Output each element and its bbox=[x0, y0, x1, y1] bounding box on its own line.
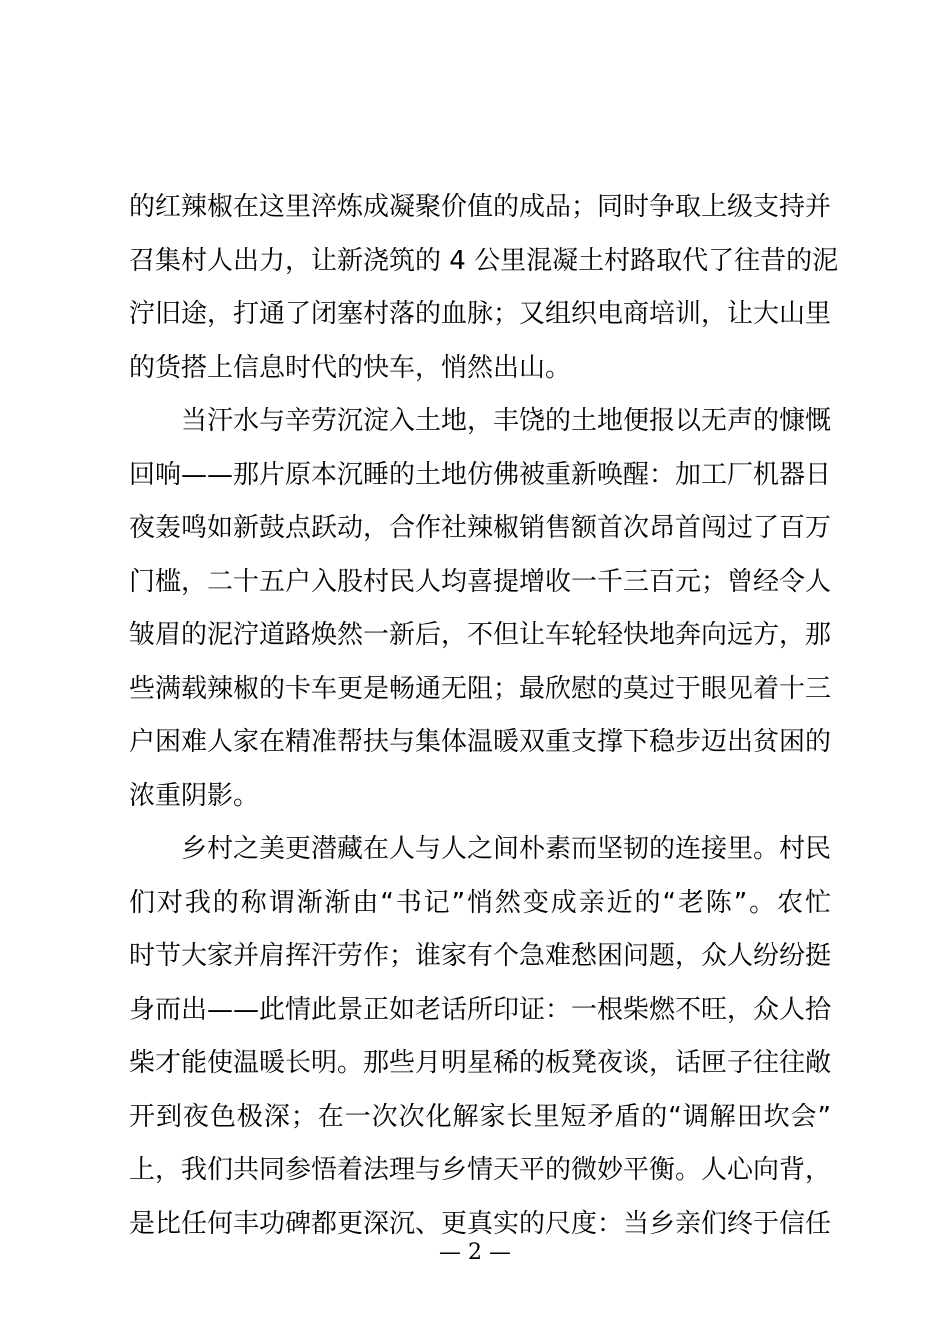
text-line: 些满载辣椒的卡车更是畅通无阻；最欣慰的莫过于眼见着十三 bbox=[129, 673, 832, 704]
text-line: 皱眉的泥泞道路焕然一新后，不但让车轮轻快地奔向远方，那 bbox=[129, 620, 832, 650]
text-line: 的货搭上信息时代的快车，悄然出山。 bbox=[129, 352, 572, 383]
text-line: 们对我的称谓渐渐由“书记”悄然变成亲近的“老陈”。农忙 bbox=[129, 887, 831, 918]
text-line: 上，我们共同参悟着法理与乡情天平的微妙平衡。人心向背， bbox=[129, 1155, 832, 1185]
paragraph-first-line: 乡村之美更潜藏在人与人之间朴素而坚韧的连接里。村民 bbox=[181, 834, 832, 864]
text-line: 开到夜色极深；在一次次化解家长里短矛盾的“调解田坎会” bbox=[129, 1101, 831, 1132]
text-line: 是比任何丰功碑都更深沉、更真实的尺度：当乡亲们终于信任 bbox=[129, 1208, 832, 1239]
document-body bbox=[129, 181, 839, 1251]
text-line: 召集村人出力，让新浇筑的 4 公里混凝土村路取代了往昔的泥 bbox=[129, 245, 839, 276]
text-line: 泞旧途，打通了闭塞村落的血脉；又组织电商培训，让大山里 bbox=[129, 299, 832, 329]
text-line: 夜轰鸣如新鼓点跃动，合作社辣椒销售额首次昂首闯过了百万 bbox=[129, 513, 832, 543]
text-line: 户困难人家在精准帮扶与集体温暖双重支撑下稳步迈出贫困的 bbox=[129, 727, 832, 757]
text-line: 的红辣椒在这里淬炼成凝聚价值的成品；同时争取上级支持并 bbox=[129, 192, 832, 222]
text-line: 身而出——此情此景正如老话所印证：一根柴燃不旺，众人拾 bbox=[129, 994, 832, 1025]
text-line: 浓重阴影。 bbox=[129, 780, 260, 811]
page-number: — 2 — bbox=[439, 1240, 511, 1265]
text-line: 门槛，二十五户入股村民人均喜提增收一千三百元；曾经令人 bbox=[129, 566, 832, 597]
text-line: 柴才能使温暖长明。那些月明星稀的板凳夜谈，话匣子往往敞 bbox=[129, 1048, 832, 1078]
text-line: 时节大家并肩挥汗劳作；谁家有个急难愁困问题，众人纷纷挺 bbox=[129, 941, 832, 971]
text-line: 回响——那片原本沉睡的土地仿佛被重新唤醒：加工厂机器日 bbox=[129, 459, 832, 490]
paragraph-first-line: 当汗水与辛劳沉淀入土地，丰饶的土地便报以无声的慷慨 bbox=[181, 406, 832, 436]
